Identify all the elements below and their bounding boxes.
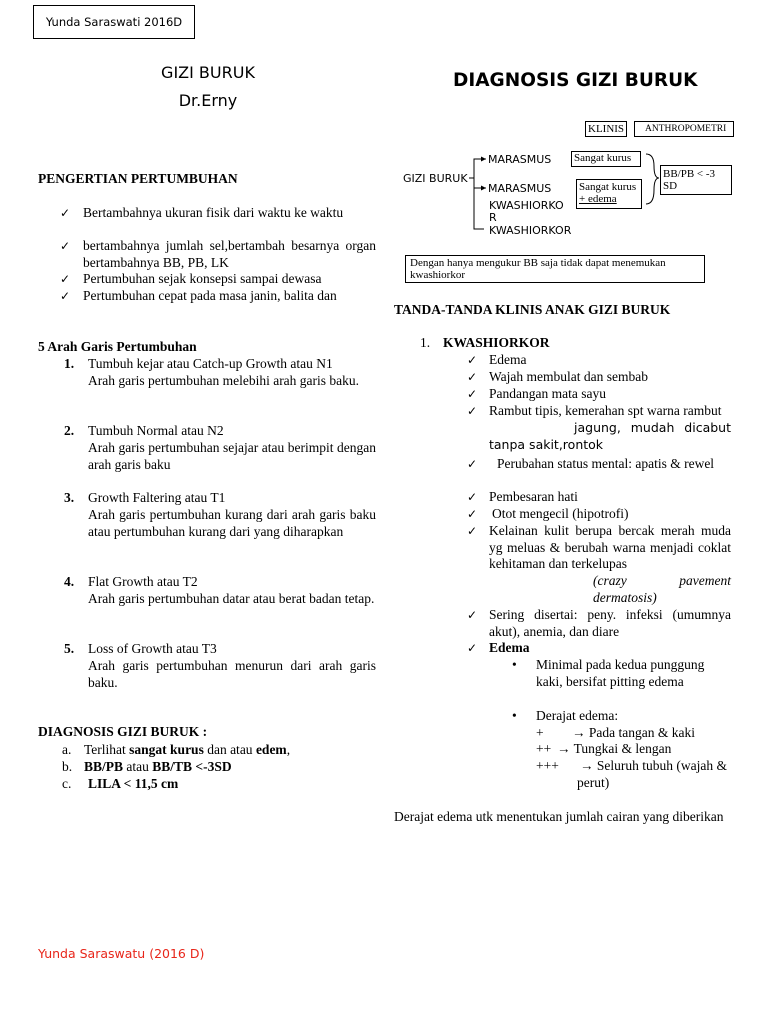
arah-title-1: Tumbuh kejar atau Catch-up Growth atau N1: [88, 356, 333, 371]
brace: [646, 154, 659, 204]
klinis-label: KLINIS: [588, 123, 625, 135]
diagram-lines: [0, 0, 768, 260]
arah-title-3: Growth Faltering atau T1: [88, 490, 226, 505]
sangat-kurus-box-2: [576, 179, 642, 209]
arah-desc-4: Arah garis pertumbuhan datar atau berat badan tetap.: [88, 591, 375, 606]
arah-desc-5: Arah garis pertumbuhan menurun dari arah garis baku.: [88, 658, 376, 690]
arah-num-4: 4.: [64, 574, 75, 589]
sangat-kurus-box-1: [571, 151, 641, 167]
bullet-icon: •: [512, 708, 517, 723]
degree-3-text: → Seluruh tubuh (wajah & perut): [577, 758, 727, 790]
diagnosis-heading: DIAGNOSIS GIZI BURUK :: [38, 724, 208, 739]
sangat-kurus-1: Sangat kurus: [574, 152, 632, 164]
check-icon: ✓: [60, 289, 71, 303]
diagnosis-b-mid: atau: [123, 759, 153, 774]
degree-3-symbol: +++: [536, 758, 559, 773]
diagram-kwashiorko: KWASHIORKO: [489, 199, 564, 212]
tanda-heading: TANDA-TANDA KLINIS ANAK GIZI BURUK: [394, 302, 671, 317]
tanda-bullet-1: Minimal pada kedua punggung kaki, bersifat pitting edema: [536, 657, 705, 689]
check-icon: ✓: [467, 641, 478, 655]
tanda-rambut-a: Rambut tipis, kemerahan spt warna rambut: [489, 403, 722, 418]
note-text: Dengan hanya mengukur BB saja tidak dapat menemukan kwashiorkor: [410, 257, 666, 281]
check-icon: ✓: [467, 457, 478, 471]
footer-author: Yunda Saraswatu (2016 D): [38, 946, 205, 961]
pengertian-item-2: bertambahnya jumlah sel,bertambah besarnya organ bertambahnya BB, PB, LK: [83, 238, 376, 270]
tanda-sub-title: KWASHIORKOR: [443, 335, 550, 350]
pengertian-heading: PENGERTIAN PERTUMBUHAN: [38, 171, 238, 186]
tanda-edema: Edema: [489, 352, 527, 367]
bbpb-line1: BB/PB < -3: [663, 168, 716, 180]
check-icon: ✓: [467, 490, 478, 504]
check-icon: ✓: [467, 353, 478, 367]
diagnosis-a: [84, 742, 290, 759]
diagnosis-b-label: b.: [62, 759, 73, 774]
tanda-edema-bold: Edema: [489, 640, 530, 655]
left-title: GIZI BURUK: [161, 63, 255, 82]
arah-num-5: 5.: [64, 641, 75, 656]
tanda-otot: Otot mengecil (hipotrofi): [492, 506, 629, 521]
bbpb-box: [660, 165, 732, 195]
tanda-wajah: Wajah membulat dan sembab: [489, 369, 648, 384]
tanda-bullet-2: Derajat edema:: [536, 708, 619, 723]
diagnosis-b-bold2: BB/TB <-3SD: [152, 759, 232, 774]
arrow-head: [481, 157, 486, 162]
tanda-pandangan: Pandangan mata sayu: [489, 386, 606, 401]
check-icon: ✓: [467, 524, 478, 538]
tanda-pembesaran: Pembesaran hati: [489, 489, 578, 504]
connector-kwashiorkor: [474, 188, 484, 229]
arrow-head: [481, 186, 486, 191]
arah-num-2: 2.: [64, 423, 75, 438]
diagnosis-a-bold1: sangat kurus: [129, 742, 204, 757]
right-title: DIAGNOSIS GIZI BURUK: [453, 70, 698, 91]
check-icon: ✓: [467, 404, 478, 418]
pengertian-item-3: Pertumbuhan sejak konsepsi sampai dewasa: [83, 271, 322, 286]
arah-desc-3: Arah garis pertumbuhan kurang dari arah garis baku atau pertumbuhan kurang dari yang diharapkan: [88, 507, 376, 539]
check-icon: ✓: [467, 370, 478, 384]
diagram-kwashiorkor: KWASHIORKOR: [489, 224, 572, 237]
pengertian-item-1: Bertambahnya ukuran fisik dari waktu ke waktu: [83, 205, 344, 220]
arah-num-3: 3.: [64, 490, 75, 505]
bullet-icon: •: [512, 657, 517, 672]
pengertian-item-4: Pertumbuhan cepat pada masa janin, balita dan: [83, 288, 337, 303]
diagram-marasmus-2: MARASMUS: [488, 182, 552, 195]
diagram-root: GIZI BURUK: [403, 172, 468, 185]
arah-title-2: Tumbuh Normal atau N2: [88, 423, 224, 438]
diagnosis-b: [84, 759, 232, 776]
diagram-kwashiorko-r: R: [489, 211, 497, 224]
edema-label: + edema: [579, 193, 617, 205]
diagnosis-a-bold2: edem: [255, 742, 287, 757]
check-icon: ✓: [60, 206, 71, 220]
tanda-sering: Sering disertai: peny. infeksi (umumnya akut), anemia, dan diare: [489, 607, 731, 639]
check-icon: ✓: [467, 608, 478, 622]
diagnosis-a-label: a.: [62, 742, 72, 757]
diagnosis-c-label: c.: [62, 776, 72, 791]
tanda-crazy: (crazy pavement dermatosis): [593, 573, 731, 605]
closing-text: Derajat edema utk menentukan jumlah cairan yang diberikan: [394, 809, 724, 824]
degree-2-text: → Tungkai & lengan: [557, 741, 672, 756]
diagnosis-c: LILA < 11,5 cm: [88, 776, 179, 791]
check-icon: ✓: [467, 387, 478, 401]
arah-heading: 5 Arah Garis Pertumbuhan: [38, 339, 197, 354]
tanda-rambut-b: jagung, mudah dicabut tanpa sakit,rontok: [489, 420, 731, 452]
check-icon: ✓: [60, 239, 71, 253]
sangat-kurus-2: Sangat kurus: [579, 181, 637, 193]
diagnosis-a-pre: Terlihat: [84, 742, 130, 757]
degree-1-symbol: +: [536, 725, 544, 740]
arah-num-1: 1.: [64, 356, 75, 371]
arah-title-5: Loss of Growth atau T3: [88, 641, 217, 656]
author-box-text: Yunda Saraswati 2016D: [45, 15, 183, 29]
anthropometri-label: ANTHROPOMETRI: [645, 124, 727, 134]
connector-marasmus2: [474, 178, 486, 188]
diagram-marasmus-1: MARASMUS: [488, 153, 552, 166]
diagnosis-b-bold1: BB/PB: [84, 759, 124, 774]
check-icon: ✓: [60, 272, 71, 286]
arah-title-4: Flat Growth atau T2: [88, 574, 198, 589]
tanda-sub-num: 1.: [420, 335, 431, 350]
bbpb-line2: SD: [663, 180, 678, 192]
arah-desc-2: Arah garis pertumbuhan sejajar atau berimpit dengan arah garis baku: [88, 440, 376, 472]
diagnosis-a-post: ,: [286, 742, 291, 757]
arah-desc-1: Arah garis pertumbuhan melebihi arah garis baku.: [88, 373, 360, 388]
diagnosis-a-mid: dan atau: [203, 742, 256, 757]
degree-1-text: → Pada tangan & kaki: [572, 725, 695, 740]
tanda-perubahan: Perubahan status mental: apatis & rewel: [497, 456, 715, 471]
connector-marasmus1: [469, 159, 486, 178]
check-icon: ✓: [467, 507, 478, 521]
note-box: [405, 255, 705, 283]
left-subtitle: Dr.Erny: [178, 91, 238, 110]
tanda-kelainan: Kelainan kulit berupa bercak merah muda yg meluas & berubah warna menjadi coklat kehitaman dan terkelupas: [489, 523, 731, 571]
degree-2-symbol: ++: [536, 741, 552, 756]
